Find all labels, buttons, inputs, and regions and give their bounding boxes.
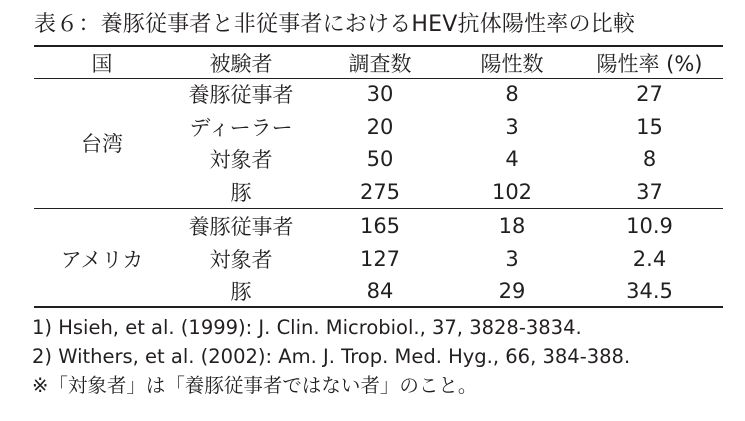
header-subject: 被験者	[209, 51, 273, 76]
footnote-reference: 2) Withers, et al. (2002): Am. J. Trop. Med. Hyg., 66, 384-388.	[32, 345, 631, 368]
subject-cell: 豚	[230, 180, 252, 205]
rate-cell: 27	[636, 82, 663, 107]
subject-cell: ディーラー	[189, 115, 293, 140]
surveyed-cell: 84	[366, 279, 394, 304]
positive-cell: 4	[505, 147, 519, 172]
header-surveyed: 調査数	[348, 51, 412, 76]
header-positive-rate: 陽性率 (%)	[596, 51, 703, 76]
surveyed-cell: 50	[366, 147, 394, 172]
subject-cell: 対象者	[209, 247, 273, 272]
country-cell: 台湾	[81, 132, 123, 156]
rate-cell: 15	[636, 114, 663, 139]
subject-cell: 豚	[230, 280, 252, 305]
positive-cell: 3	[505, 114, 519, 139]
hev-antibody-table	[34, 47, 723, 308]
surveyed-cell: 127	[359, 246, 401, 271]
subject-cell: 養豚従事者	[188, 83, 294, 108]
header-row	[34, 47, 723, 78]
surveyed-cell: 30	[366, 82, 394, 107]
subject-cell: 養豚従事者	[188, 215, 294, 240]
table-row	[34, 78, 723, 111]
country-cell: アメリカ	[60, 247, 144, 272]
positive-cell: 102	[491, 179, 533, 204]
positive-cell: 8	[505, 82, 519, 107]
positive-cell: 29	[498, 279, 526, 304]
footnote-remark: ※「対象者」は「養豚従事者ではない者」のこと。	[32, 374, 478, 397]
header-country: 国	[91, 51, 113, 76]
table-title: 表６：養豚従事者と非従事者におけるHEV抗体陽性率の比較	[34, 12, 636, 37]
rate-cell: 37	[636, 179, 663, 204]
footnote-reference: 1) Hsieh, et al. (1999): J. Clin. Microbiol., 37, 3828-3834.	[32, 316, 582, 339]
positive-cell: 3	[505, 246, 519, 271]
surveyed-cell: 165	[359, 214, 401, 239]
rate-cell: 10.9	[626, 214, 673, 239]
surveyed-cell: 275	[359, 179, 401, 204]
table-row	[34, 210, 723, 243]
rate-cell: 2.4	[632, 246, 667, 271]
surveyed-cell: 20	[366, 114, 394, 139]
rate-cell: 8	[642, 147, 657, 172]
positive-cell: 18	[498, 214, 526, 239]
subject-cell: 対象者	[209, 148, 273, 173]
footnotes	[32, 313, 630, 400]
rate-cell: 34.5	[626, 279, 673, 304]
header-positive: 陽性数	[480, 51, 544, 76]
